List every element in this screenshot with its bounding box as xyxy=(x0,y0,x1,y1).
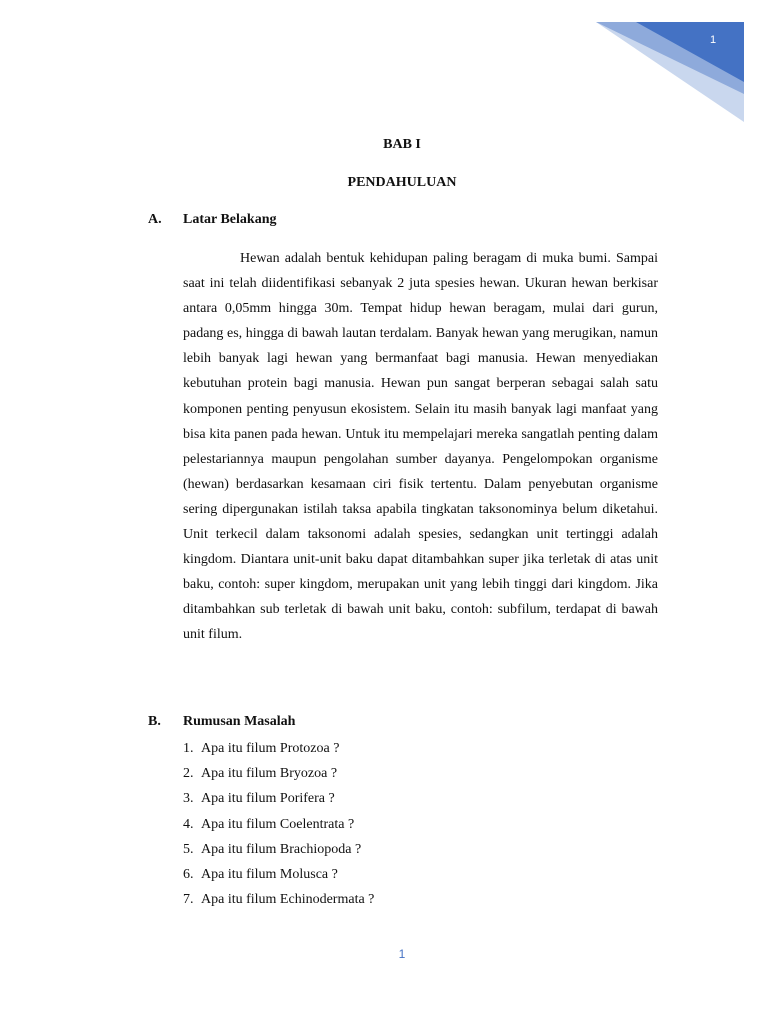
list-item xyxy=(183,761,374,786)
list-item xyxy=(183,862,374,887)
list-item-text: Apa itu filum Echinodermata ? xyxy=(201,892,375,908)
corner-page-number: 1 xyxy=(709,34,717,46)
list-item xyxy=(183,837,374,862)
list-item xyxy=(183,786,374,811)
list-item-number: 5. xyxy=(183,841,194,857)
section-title: Latar Belakang xyxy=(183,212,277,227)
list-item xyxy=(183,887,374,912)
list-item-text: Apa itu filum Bryozoa ? xyxy=(201,766,338,782)
list-item-number: 3. xyxy=(183,791,194,807)
section-letter: B. xyxy=(148,714,161,729)
list-item-text: Apa itu filum Protozoa ? xyxy=(201,741,340,756)
list-item-number: 6. xyxy=(183,867,194,883)
list-item-text: Apa itu filum Molusca ? xyxy=(201,867,338,883)
list-item-text: Apa itu filum Brachiopoda ? xyxy=(201,841,362,857)
list-item-number: 4. xyxy=(183,816,194,832)
list-item-number: 2. xyxy=(183,766,194,782)
list-item-text: Apa itu filum Porifera ? xyxy=(201,791,335,807)
research-questions-list xyxy=(183,736,374,912)
section-letter: A. xyxy=(148,212,162,227)
section-heading-latar-belakang xyxy=(148,212,276,228)
chapter-number: BAB I xyxy=(383,137,421,152)
background-paragraph: Hewan adalah bentuk kehidupan paling beragam di muka bumi. Sampai saat ini telah diidentifikasi sebanyak 2 juta spesies hewan. Ukuran hewan berkisar antara 0,05mm hingga 30m. Tempat hidup hewan beragam, mulai dari gurun, padang es, hingga di bawah lautan terdalam. Banyak hewan yang merugikan, namun lebih banyak lagi hewan yang bermanfaat bagi manusia. Hewan menyediakan kebutuhan protein bagi manusia. Hewan pun sangat berperan sebagai salah satu komponen penting penyusun ekosistem. Selain itu masih banyak lagi manfaat yang bisa kita panen pada hewan. Untuk itu mempelajari mereka sangatlah penting dalam pelestariannya maupun pengolahan sumber dayanya. Pengelompokan organisme (hewan) berdasarkan kesamaan ciri fisik tertentu. Dalam penyebutan organisme sering dipergunakan istilah taksa apabila tingkatan taksonominya belum diketahui. Unit terkecil dalam taksonomi adalah spesies, sedangkan unit tertinggi adalah kingdom. Diantara unit-unit baku dapat ditambahkan super jika terletak di atas unit baku, contoh: super kingdom, merupakan unit yang lebih tinggi dari kingdom. Jika ditambahkan sub terletak di bawah unit baku, contoh: subfilum, terdapat di bawah unit filum. xyxy=(183,251,658,643)
section-heading-rumusan-masalah xyxy=(148,714,295,730)
list-item-number: 1. xyxy=(183,741,194,756)
footer-page-number: 1 xyxy=(398,947,406,961)
section-title: Rumusan Masalah xyxy=(183,714,296,729)
chapter-title: PENDAHULUAN xyxy=(347,175,457,190)
list-item xyxy=(183,736,374,761)
list-item xyxy=(183,812,374,837)
list-item-text: Apa itu filum Coelentrata ? xyxy=(201,816,355,832)
list-item-number: 7. xyxy=(183,892,194,908)
